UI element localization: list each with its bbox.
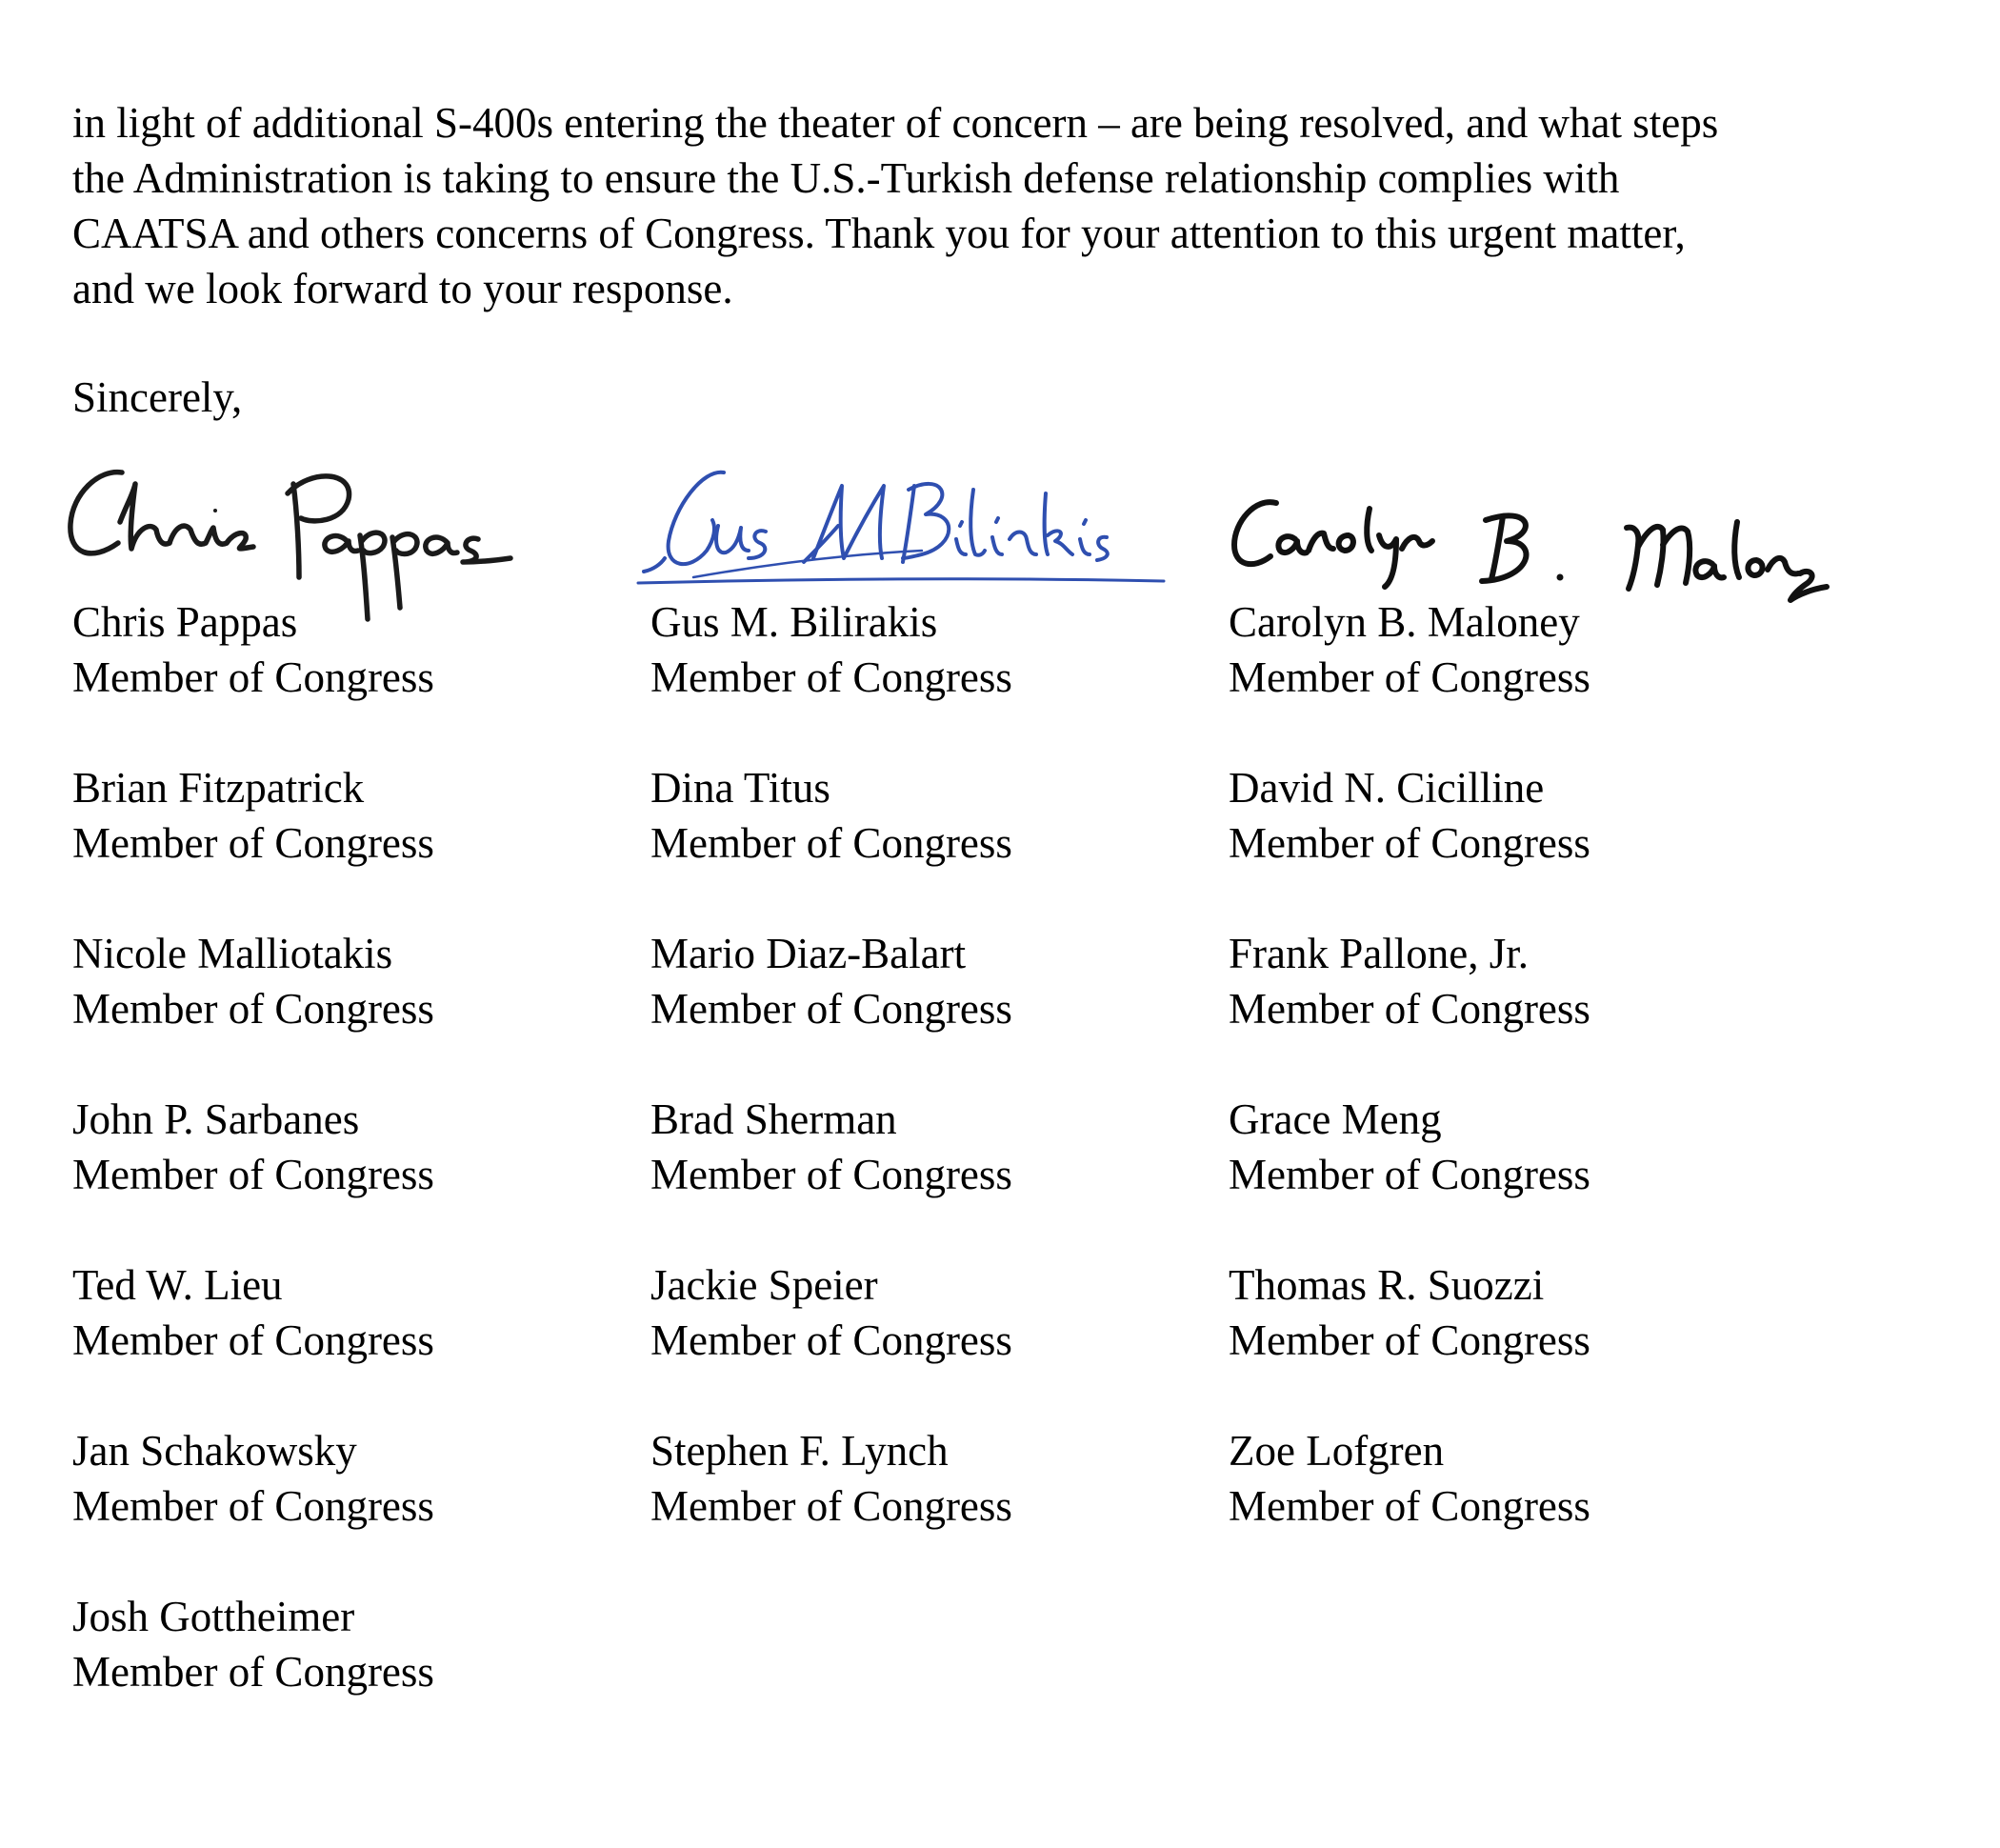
signer-title: Member of Congress [72, 985, 434, 1033]
signer-block [650, 594, 1012, 705]
signer-name: Brian Fitzpatrick [72, 764, 365, 812]
signer-title: Member of Congress [650, 1151, 1012, 1198]
signer-title: Member of Congress [1229, 985, 1590, 1033]
signer-name: Josh Gottheimer [72, 1593, 355, 1640]
signer-block [1229, 594, 1590, 705]
signer-name: Mario Diaz-Balart [650, 930, 967, 977]
signer-name: Grace Meng [1229, 1095, 1442, 1143]
signer-name: Stephen F. Lynch [650, 1427, 949, 1475]
signer-title: Member of Congress [1229, 1482, 1590, 1530]
signer-title: Member of Congress [650, 985, 1012, 1033]
signer-block [1229, 926, 1590, 1036]
signer-title: Member of Congress [72, 653, 434, 701]
body-line: CAATSA and others concerns of Congress. Thank you for your attention to this urgent matter, [72, 210, 1686, 257]
body-line: and we look forward to your response. [72, 265, 733, 312]
signer-title: Member of Congress [72, 1151, 434, 1198]
signer-title: Member of Congress [650, 1482, 1012, 1530]
body-line: the Administration is taking to ensure the U.S.-Turkish defense relationship complies with [72, 154, 1620, 202]
signer-title: Member of Congress [650, 653, 1012, 701]
signer-name: Chris Pappas [72, 598, 298, 646]
signer-block [650, 760, 1012, 871]
signer-block [650, 1092, 1012, 1202]
signer-name: Thomas R. Suozzi [1229, 1261, 1545, 1309]
signer-name: Carolyn B. Maloney [1229, 598, 1580, 646]
signer-block [72, 760, 434, 871]
signer-name: John P. Sarbanes [72, 1095, 360, 1143]
signer-block [1229, 1257, 1590, 1368]
signer-title: Member of Congress [1229, 819, 1590, 867]
signer-title: Member of Congress [1229, 1151, 1590, 1198]
signer-title: Member of Congress [1229, 1316, 1590, 1364]
signer-title: Member of Congress [650, 1316, 1012, 1364]
signer-title: Member of Congress [72, 1316, 434, 1364]
signer-title: Member of Congress [72, 1482, 434, 1530]
signer-name: Brad Sherman [650, 1095, 897, 1143]
signer-name: Zoe Lofgren [1229, 1427, 1445, 1475]
signer-title: Member of Congress [72, 1648, 434, 1696]
signer-block [72, 1589, 434, 1699]
signer-name: Frank Pallone, Jr. [1229, 930, 1529, 977]
signer-block [72, 1423, 434, 1534]
signer-name: Jan Schakowsky [72, 1427, 357, 1475]
signer-title: Member of Congress [650, 819, 1012, 867]
signer-block [72, 1257, 434, 1368]
signer-name: Ted W. Lieu [72, 1261, 283, 1309]
signer-block [1229, 1423, 1590, 1534]
signer-block [650, 926, 1012, 1036]
signer-name: Jackie Speier [650, 1261, 878, 1309]
letter-body [72, 95, 1939, 316]
body-line: in light of additional S-400s entering the theater of concern – are being resolved, and what steps [72, 99, 1719, 147]
signer-title: Member of Congress [1229, 653, 1590, 701]
signer-title: Member of Congress [72, 819, 434, 867]
signer-name: David N. Cicilline [1229, 764, 1545, 812]
signer-block [72, 926, 434, 1036]
signer-name: Dina Titus [650, 764, 830, 812]
signer-block [72, 1092, 434, 1202]
signer-block [72, 594, 434, 705]
signature-gus-bilirakis [636, 459, 1170, 602]
letter-closing: Sincerely, [72, 373, 243, 421]
signer-block [1229, 1092, 1590, 1202]
signer-name: Nicole Malliotakis [72, 930, 393, 977]
signer-name: Gus M. Bilirakis [650, 598, 938, 646]
signer-block [1229, 760, 1590, 871]
signer-block [650, 1257, 1012, 1368]
signer-block [650, 1423, 1012, 1534]
